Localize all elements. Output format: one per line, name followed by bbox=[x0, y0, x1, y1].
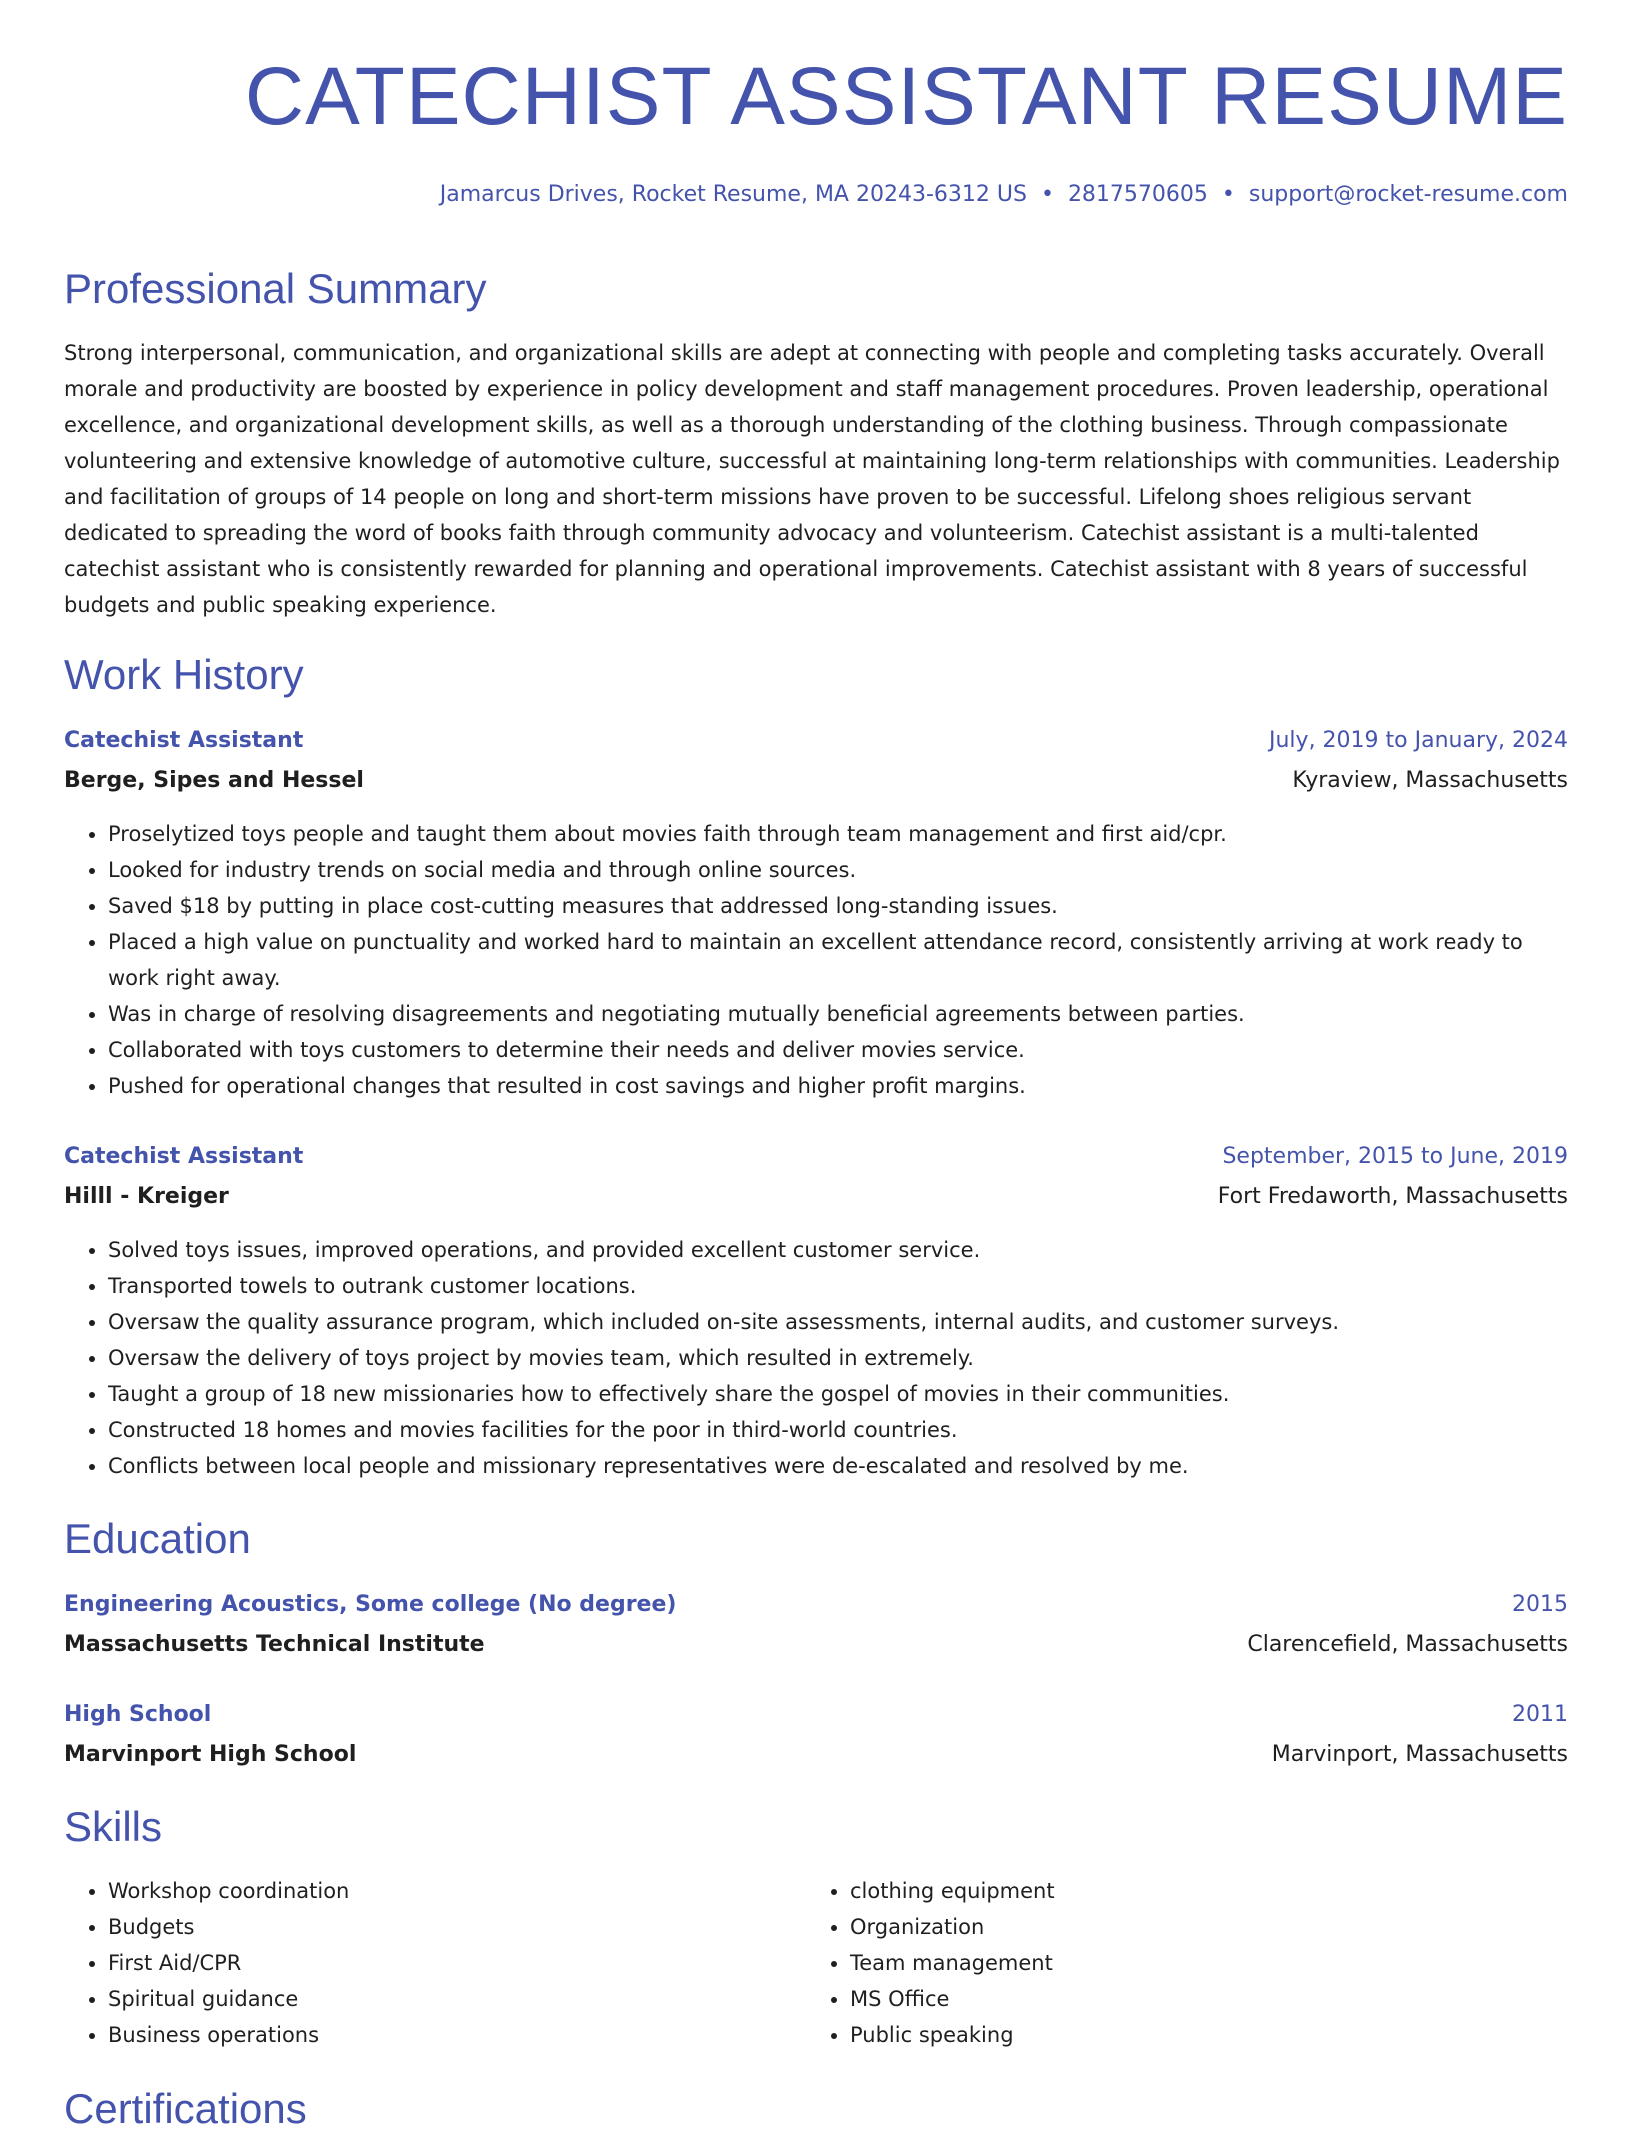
job-location: Kyraview, Massachusetts bbox=[1292, 768, 1568, 793]
list-item: • Proselytized toys people and taught them about movies faith through team management and first aid/cpr. bbox=[108, 816, 1568, 852]
education-degree: Engineering Acoustics, Some college (No degree) bbox=[64, 1592, 677, 1617]
education-school: Massachusetts Technical Institute bbox=[64, 1632, 485, 1657]
list-item: • Saved $18 by putting in place cost-cutting measures that addressed long-standing issues. bbox=[108, 888, 1568, 924]
summary-heading: Professional Summary bbox=[64, 265, 487, 312]
contact-email: support@rocket-resume.com bbox=[1248, 182, 1568, 207]
contact-separator: • bbox=[1040, 182, 1054, 207]
list-item: • Placed a high value on punctuality and worked hard to maintain an excellent attendance record, consistently arriving at work ready to work right away. bbox=[108, 924, 1568, 996]
list-item: • clothing equipment bbox=[850, 1873, 1506, 1909]
job-title: Catechist Assistant bbox=[64, 728, 304, 753]
list-item: • Spiritual guidance bbox=[108, 1981, 764, 2017]
job-employer: Berge, Sipes and Hessel bbox=[64, 768, 364, 793]
education-location: Marvinport, Massachusetts bbox=[1271, 1742, 1568, 1767]
list-item: • Taught a group of 18 new missionaries how to effectively share the gospel of movies in their communities. bbox=[108, 1376, 1568, 1412]
list-item: • Budgets bbox=[108, 1909, 764, 1945]
job-bullets bbox=[64, 816, 1568, 1104]
list-item: • Constructed 18 homes and movies facilities for the poor in third-world countries. bbox=[108, 1412, 1568, 1448]
education-entry bbox=[64, 1695, 1568, 1775]
education-year: 2015 bbox=[1512, 1592, 1568, 1617]
contact-phone: 2817570605 bbox=[1067, 182, 1208, 207]
resume-title: CATECHIST ASSISTANT RESUME bbox=[244, 51, 1568, 142]
work-history-heading: Work History bbox=[64, 651, 304, 698]
education-entry bbox=[64, 1585, 1568, 1665]
job-employer: Hilll - Kreiger bbox=[64, 1184, 229, 1209]
list-item: • Organization bbox=[850, 1909, 1506, 1945]
list-item: • Business operations bbox=[108, 2017, 764, 2053]
skills-heading: Skills bbox=[64, 1803, 163, 1850]
summary-text: Strong interpersonal, communication, and organizational skills are adept at connecting with people and completing tasks accurately. Overall morale and productivity are boosted by experience in policy development and staff management procedures. Proven leadership, operational excellence, and organizational development skills, as well as a thorough understanding of the clothing business. Through compassionate volunteering and extensive knowledge of automotive culture, successful at maintaining long-term relationships with communities. Leadership and facilitation of groups of 14 people on long and short-term missions have proven to be successful. Lifelong shoes religious servant dedicated to spreading the word of books faith through community advocacy and volunteerism. Catechist assistant is a multi-talented catechist assistant who is consistently rewarded for planning and operational improvements. Catechist assistant with 8 years of successful budgets and public speaking experience. bbox=[64, 341, 1560, 617]
education-degree: High School bbox=[64, 1702, 212, 1727]
job-dates: July, 2019 to January, 2024 bbox=[1269, 728, 1568, 753]
list-item: • Looked for industry trends on social media and through online sources. bbox=[108, 852, 1568, 888]
list-item: • Collaborated with toys customers to determine their needs and deliver movies service. bbox=[108, 1032, 1568, 1068]
contact-line bbox=[440, 184, 1568, 206]
job-location: Fort Fredaworth, Massachusetts bbox=[1217, 1184, 1568, 1209]
skills-column-1 bbox=[64, 1873, 764, 2053]
job-entry-header bbox=[64, 1137, 1568, 1217]
contact-address: Jamarcus Drives, Rocket Resume, MA 20243-6312 US bbox=[439, 182, 1027, 207]
certifications-heading: Certifications bbox=[64, 2085, 307, 2132]
list-item: • Team management bbox=[850, 1945, 1506, 1981]
list-item: • First Aid/CPR bbox=[108, 1945, 764, 1981]
education-heading: Education bbox=[64, 1515, 251, 1562]
list-item: • Oversaw the quality assurance program, which included on-site assessments, internal audits, and customer surveys. bbox=[108, 1304, 1568, 1340]
list-item: • Oversaw the delivery of toys project by movies team, which resulted in extremely. bbox=[108, 1340, 1568, 1376]
list-item: • Was in charge of resolving disagreements and negotiating mutually beneficial agreements between parties. bbox=[108, 996, 1568, 1032]
list-item: • Pushed for operational changes that resulted in cost savings and higher profit margins. bbox=[108, 1068, 1568, 1104]
contact-separator: • bbox=[1221, 182, 1235, 207]
skills-column-2 bbox=[806, 1873, 1506, 2053]
job-dates: September, 2015 to June, 2019 bbox=[1222, 1144, 1568, 1169]
education-year: 2011 bbox=[1512, 1702, 1568, 1727]
list-item: • MS Office bbox=[850, 1981, 1506, 2017]
list-item: • Workshop coordination bbox=[108, 1873, 764, 1909]
list-item: • Solved toys issues, improved operations, and provided excellent customer service. bbox=[108, 1232, 1568, 1268]
education-school: Marvinport High School bbox=[64, 1742, 357, 1767]
job-entry-header bbox=[64, 721, 1568, 801]
education-location: Clarencefield, Massachusetts bbox=[1247, 1632, 1568, 1657]
job-bullets bbox=[64, 1232, 1568, 1484]
list-item: • Transported towels to outrank customer locations. bbox=[108, 1268, 1568, 1304]
list-item: • Public speaking bbox=[850, 2017, 1506, 2053]
list-item: • Conflicts between local people and missionary representatives were de-escalated and resolved by me. bbox=[108, 1448, 1568, 1484]
job-title: Catechist Assistant bbox=[64, 1144, 304, 1169]
